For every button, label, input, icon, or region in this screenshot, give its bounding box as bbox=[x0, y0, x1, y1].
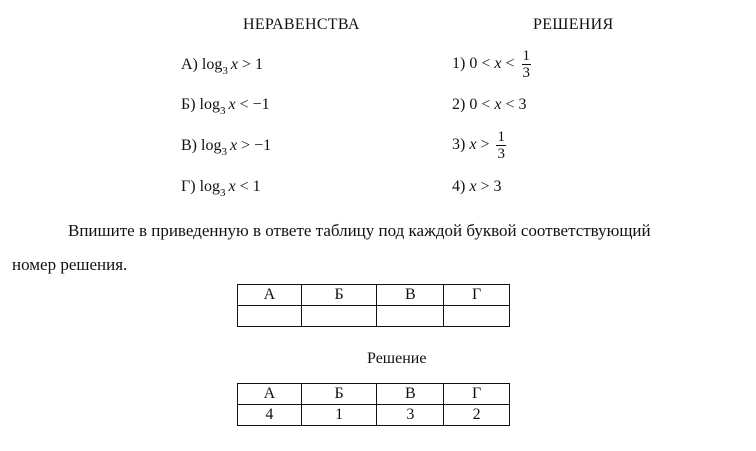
table-row bbox=[238, 405, 510, 426]
solution-cell: 3 bbox=[377, 405, 444, 426]
table-header-cell: В bbox=[377, 384, 444, 405]
answer-cell[interactable] bbox=[444, 306, 510, 327]
inequality-a: А) $\log_3 x > 1$ bbox=[181, 56, 263, 77]
solution-title: Решение bbox=[367, 350, 427, 367]
instruction-line-1: Впишите в приведенную в ответе таблицу под каждой буквой соответствующий bbox=[68, 221, 651, 240]
inequality-g: Г) $\log_3 x < 1$ bbox=[181, 178, 261, 199]
table-header-cell: А bbox=[238, 285, 302, 306]
table-header-cell: Б bbox=[301, 384, 377, 405]
solution-3: 3) x > $\frac{1}{3}$ bbox=[452, 129, 505, 162]
fraction-one-third: $\frac{1}{3}$ bbox=[497, 129, 505, 162]
answer-table-empty bbox=[237, 284, 510, 327]
table-header-cell: А bbox=[238, 384, 302, 405]
table-header-cell: Г bbox=[444, 384, 510, 405]
fraction-one-third: $\frac{1}{3}$ bbox=[522, 48, 530, 81]
inequality-b: Б) $\log_3 x < -1$ bbox=[181, 96, 270, 117]
solution-cell: 2 bbox=[444, 405, 510, 426]
inequalities-header: НЕРАВЕНСТВА bbox=[243, 16, 360, 33]
table-header-row bbox=[238, 285, 510, 306]
solution-cell: 1 bbox=[301, 405, 377, 426]
table-header-cell: Б bbox=[301, 285, 377, 306]
answer-table-solution bbox=[237, 383, 510, 426]
answer-cell[interactable] bbox=[301, 306, 377, 327]
solution-4: 4) x > 3 bbox=[452, 178, 502, 195]
solution-1: 1) 0 < x < $\frac{1}{3}$ bbox=[452, 48, 530, 81]
solutions-header: РЕШЕНИЯ bbox=[533, 16, 614, 33]
table-header-row bbox=[238, 384, 510, 405]
inequality-v: В) $\log_3 x > -1$ bbox=[181, 137, 272, 158]
table-row bbox=[238, 306, 510, 327]
solution-2: 2) 0 < x < 3 bbox=[452, 96, 527, 113]
instruction-line-2: номер решения. bbox=[12, 255, 128, 274]
answer-cell[interactable] bbox=[238, 306, 302, 327]
table-header-cell: Г bbox=[444, 285, 510, 306]
answer-cell[interactable] bbox=[377, 306, 444, 327]
solution-cell: 4 bbox=[238, 405, 302, 426]
table-header-cell: В bbox=[377, 285, 444, 306]
